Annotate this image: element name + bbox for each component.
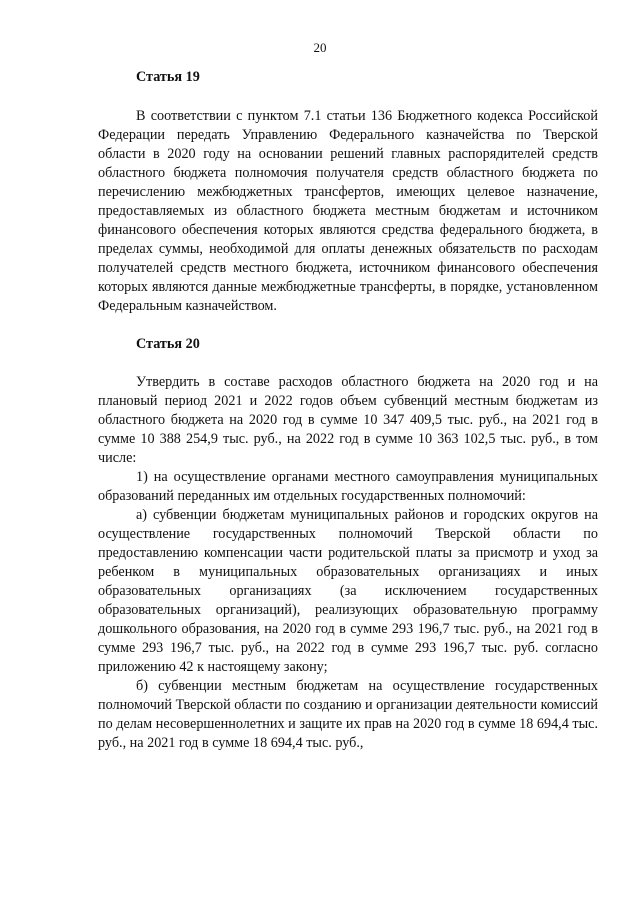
page-number: 20: [313, 40, 327, 55]
article-20-heading: Статья 20: [136, 336, 200, 352]
article-20-paragraph-1: Утвердить в составе расходов областного бюджета на 2020 год и на плановый период 2021 и 2022 годов объем субвенций местным бюджетам из областного бюджета на 2020 год в сумме 10 347 409,5 тыс. руб., на 2021 год в сумме 10 388 254,9 тыс. руб., на 2022 год в сумме 10 363 102,5 тыс. руб., в том числе:: [98, 374, 598, 466]
article-20-paragraph-4: б) субвенции местным бюджетам на осуществление государственных полномочий Тверской области по созданию и организации деятельности комиссий по делам несовершеннолетних и защите их прав на 2020 год в сумме 18 694,4 тыс. руб., на 2021 год в сумме 18 694,4 тыс. руб.,: [98, 678, 598, 751]
article-20-paragraph-3: а) субвенции бюджетам муниципальных районов и городских округов на осуществление государственных полномочий Тверской области по предоставлению компенсации части родительской платы за присмотр и уход за ребенком в муниципальных образовательных организациях и иных образовательных организациях (за исключением государственных образовательных организаций), реализующих образовательную программу дошкольного образования, на 2020 год в сумме 293 196,7 тыс. руб., на 2021 год в сумме 293 196,7 тыс. руб., на 2022 год в сумме 293 196,7 тыс. руб. согласно приложению 42 к настоящему закону;: [98, 507, 598, 675]
article-19-paragraph: В соответствии с пунктом 7.1 статьи 136 Бюджетного кодекса Российской Федерации передать Управлению Федерального казначейства по Тверской области в 2020 году на основании решений главных распорядителей средств областного бюджета полномочия получателя средств областного бюджета по перечислению межбюджетных трансфертов, имеющих целевое назначение, предоставляемых из областного бюджета местным бюджетам и источником финансового обеспечения которых являются средства федерального бюджета, в пределах суммы, необходимой для оплаты денежных обязательств по расходам получателей средств местного бюджета, источником финансового обеспечения которых являются данные межбюджетные трансферты, в порядке, установленном Федеральным казначейством.: [98, 108, 598, 314]
article-19-heading: Статья 19: [136, 69, 200, 85]
article-20-paragraph-2: 1) на осуществление органами местного самоуправления муниципальных образований переданных им отдельных государственных полномочий:: [98, 469, 598, 504]
document-body: [98, 68, 598, 753]
